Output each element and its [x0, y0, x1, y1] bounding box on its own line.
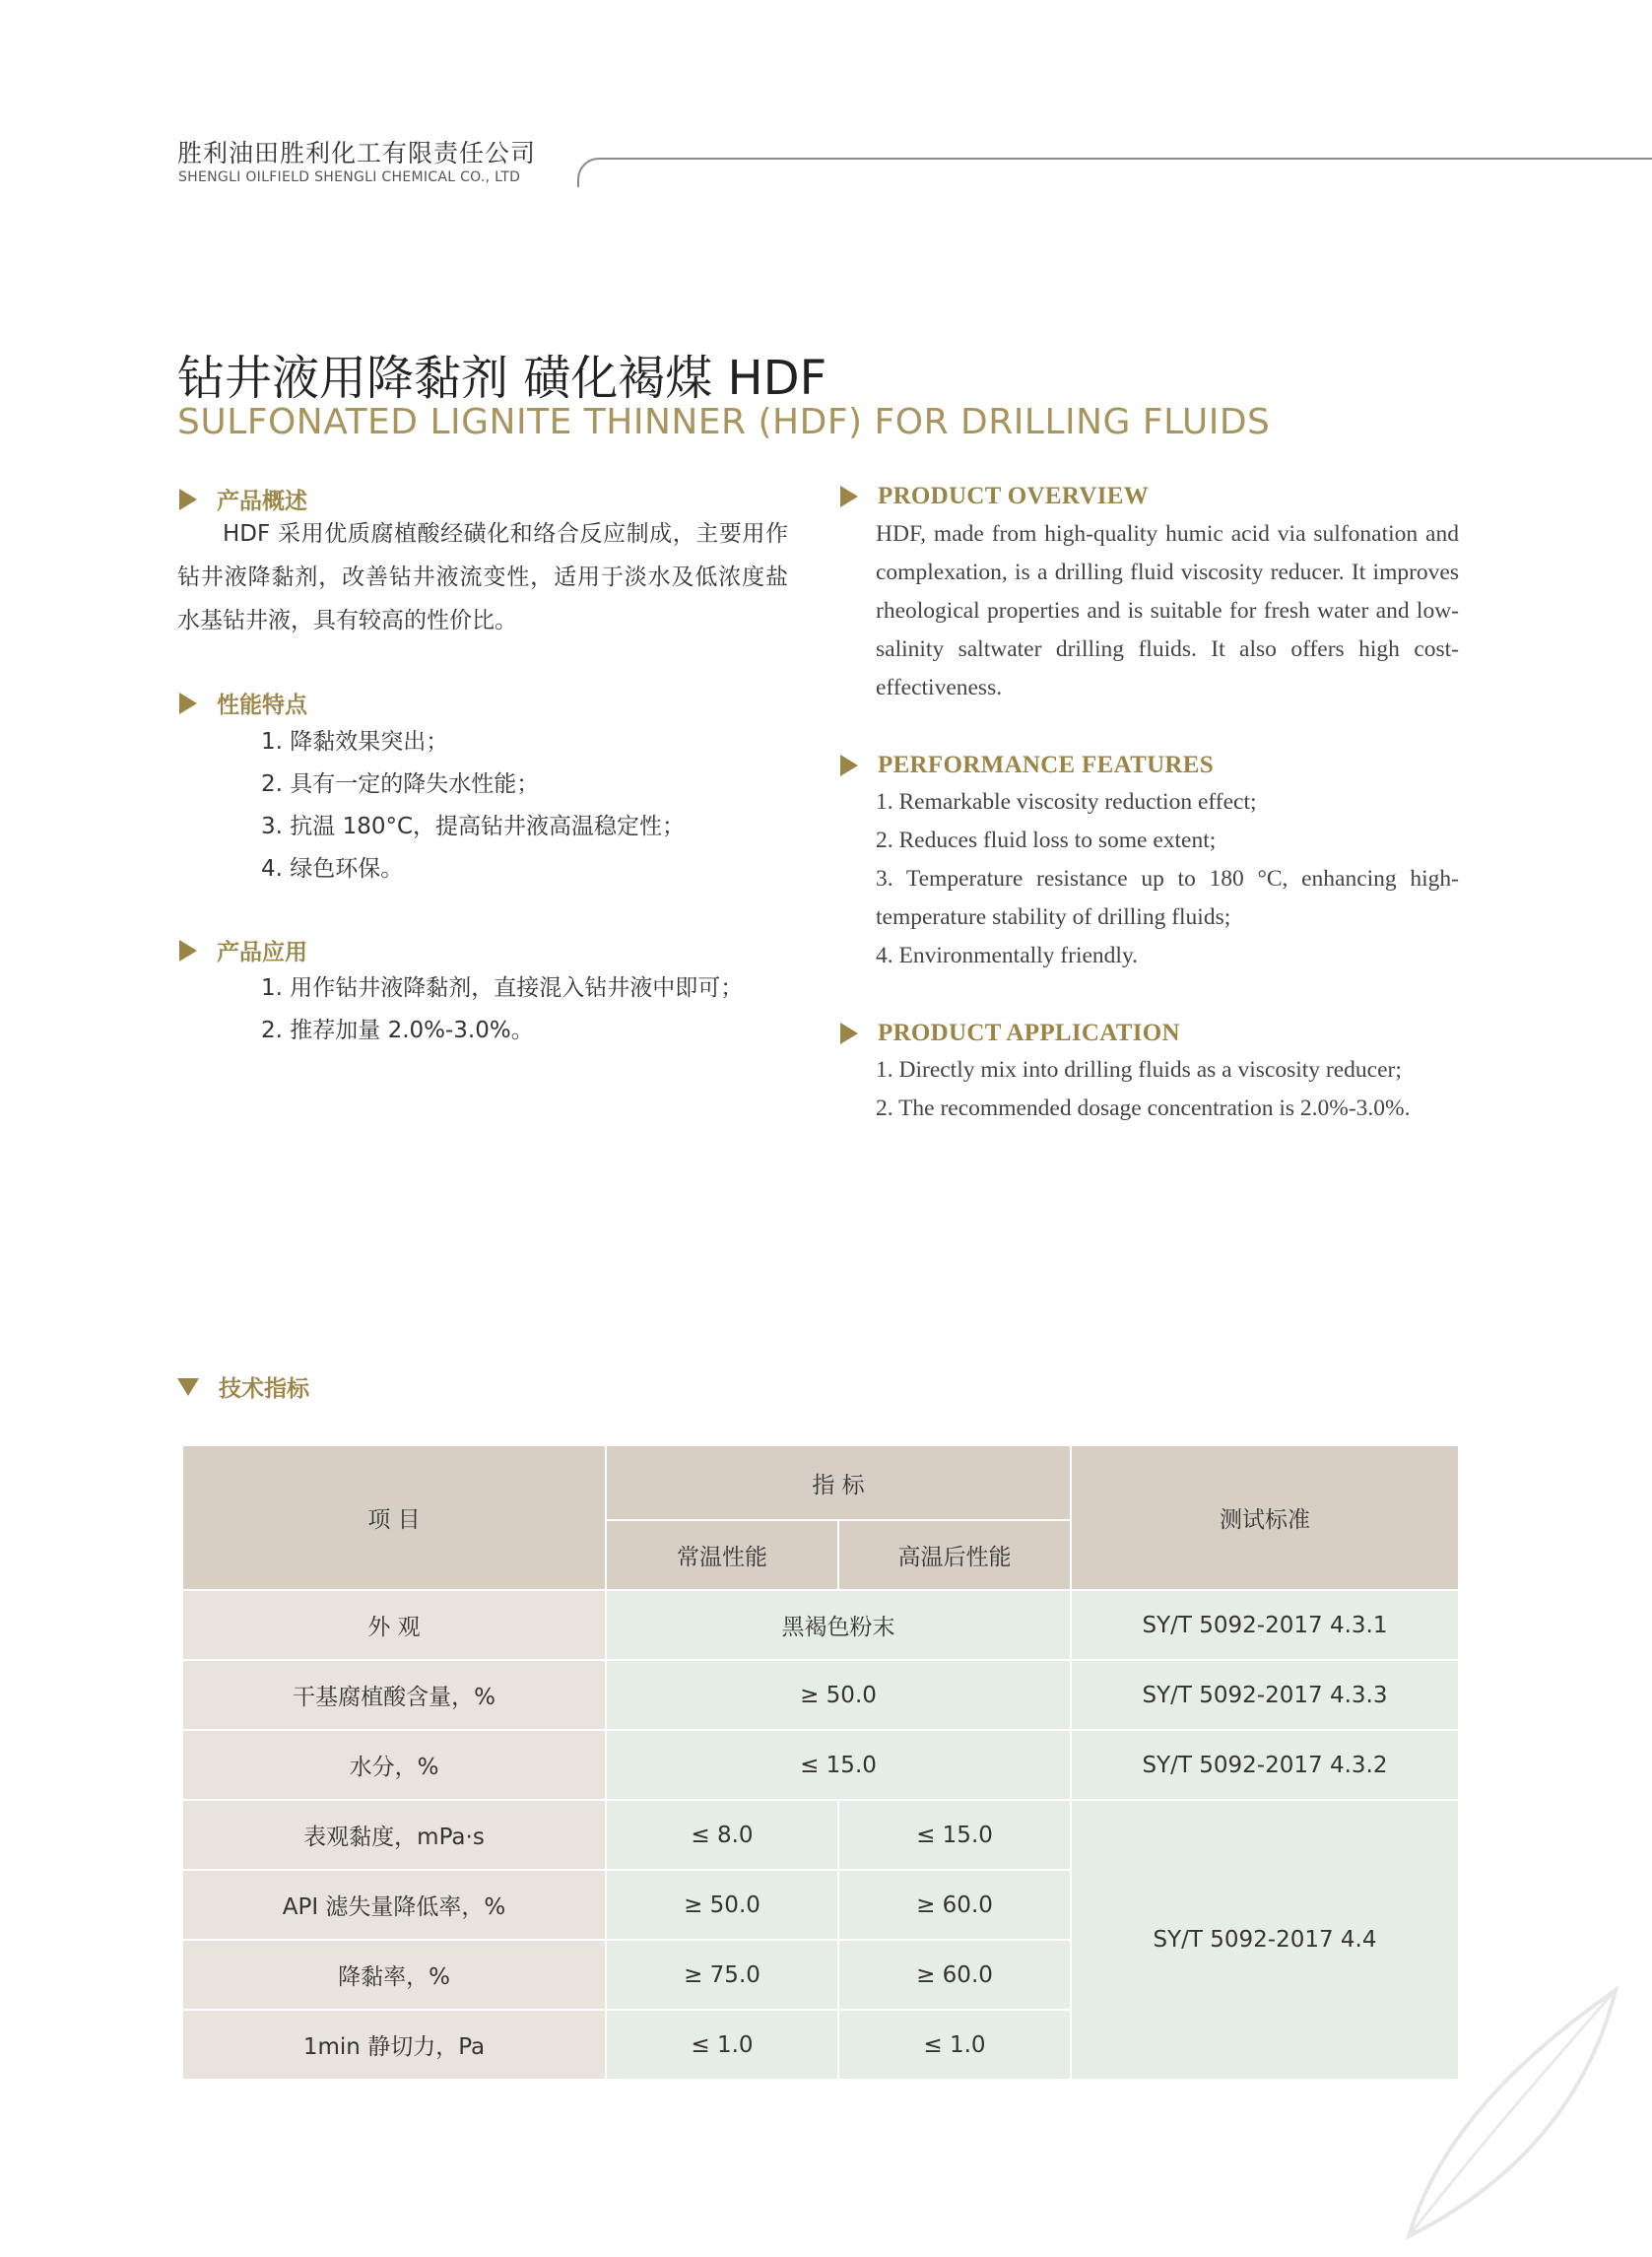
- list-item: 2. Reduces fluid loss to some extent;: [876, 828, 1217, 853]
- triangle-bullet-icon: [840, 1023, 858, 1044]
- section-title: PRODUCT OVERVIEW: [878, 483, 1150, 509]
- section-heading-features-cn: [179, 687, 307, 719]
- row-high-value: ≥ 60.0: [838, 1870, 1071, 1940]
- features-list-cn: [261, 721, 685, 891]
- page-title-cn: 钻井液用降黏剂 磺化褐煤 HDF: [177, 351, 827, 406]
- row-item: 1min 静切力，Pa: [182, 2010, 606, 2080]
- features-list-en: [876, 783, 1459, 975]
- triangle-bullet-icon: [179, 940, 197, 962]
- section-title: 技术指标: [219, 1376, 309, 1402]
- company-name-en: SHENGLI OILFIELD SHENGLI CHEMICAL CO., LTD: [178, 169, 521, 185]
- section-title: PRODUCT APPLICATION: [878, 1020, 1180, 1046]
- list-item: 1. Directly mix into drilling fluids as a viscosity reducer;: [876, 1057, 1402, 1083]
- triangle-bullet-icon: [179, 489, 197, 510]
- list-item: 4. 绿色环保。: [261, 856, 404, 882]
- row-normal-value: ≥ 50.0: [606, 1870, 838, 1940]
- row-item: 外 观: [182, 1590, 606, 1660]
- triangle-bullet-icon: [840, 486, 858, 507]
- row-value: ≤ 15.0: [606, 1730, 1071, 1800]
- row-normal-value: ≥ 75.0: [606, 1940, 838, 2010]
- leaf-watermark-icon: [1379, 1970, 1645, 2256]
- list-item: 2. The recommended dosage concentration is 2.0%-3.0%.: [876, 1095, 1411, 1121]
- list-item: 1. 用作钻井液降黏剂，直接混入钻井液中即可；: [261, 975, 744, 1001]
- row-item: 干基腐植酸含量，%: [182, 1660, 606, 1730]
- section-heading-application-en: [840, 1020, 1180, 1047]
- page-title-en: SULFONATED LIGNITE THINNER (HDF) FOR DRILLING FLUIDS: [177, 402, 1271, 442]
- row-value: 黑褐色粉末: [606, 1590, 1071, 1660]
- list-item: 2. 具有一定的降失水性能；: [261, 771, 540, 797]
- row-normal-value: ≤ 8.0: [606, 1800, 838, 1870]
- section-heading-features-en: [840, 752, 1214, 779]
- header-item: 项 目: [182, 1445, 606, 1590]
- triangle-bullet-icon: [179, 693, 197, 714]
- overview-text-en: HDF, made from high-quality humic acid via sulfonation and complexation, is a drilling fluid viscosity reducer. It improves rheological properties and is suitable for fresh water and low-salinity saltwater drilling fluids. It also offers high cost-effectiveness.: [876, 521, 1459, 700]
- header-standard: 测试标准: [1071, 1445, 1459, 1590]
- section-heading-overview-cn: [179, 483, 307, 515]
- row-standard-shared: SY/T 5092-2017 4.4: [1071, 1800, 1459, 2080]
- header-normal: 常温性能: [606, 1520, 838, 1590]
- row-item: 降黏率，%: [182, 1940, 606, 2010]
- list-item: 3. Temperature resistance up to 180 °C, enhancing high-temperature stability of drilling fluids;: [876, 866, 1459, 930]
- application-list-en: [876, 1051, 1411, 1128]
- list-item: 4. Environmentally friendly.: [876, 943, 1139, 968]
- section-title: 产品应用: [217, 940, 307, 965]
- application-list-cn: [261, 967, 743, 1052]
- table-row: [182, 1660, 1459, 1730]
- row-item: 水分，%: [182, 1730, 606, 1800]
- company-name-cn: 胜利油田胜利化工有限责任公司: [177, 139, 537, 167]
- spec-table: [181, 1444, 1460, 2081]
- list-item: 1. 降黏效果突出；: [261, 729, 449, 755]
- row-normal-value: ≤ 1.0: [606, 2010, 838, 2080]
- row-standard: SY/T 5092-2017 4.3.2: [1071, 1730, 1459, 1800]
- row-high-value: ≤ 15.0: [838, 1800, 1071, 1870]
- section-title: PERFORMANCE FEATURES: [878, 752, 1214, 778]
- list-item: 3. 抗温 180°C，提高钻井液高温稳定性；: [261, 814, 686, 839]
- header-high-temp: 高温后性能: [838, 1520, 1071, 1590]
- row-item: API 滤失量降低率，%: [182, 1870, 606, 1940]
- header-index: 指 标: [606, 1445, 1071, 1520]
- header-divider: [577, 158, 1652, 187]
- list-item: 2. 推荐加量 2.0%-3.0%。: [261, 1018, 534, 1043]
- row-high-value: ≥ 60.0: [838, 1940, 1071, 2010]
- table-row: [182, 1800, 1459, 1870]
- table-row: [182, 1730, 1459, 1800]
- row-high-value: ≤ 1.0: [838, 2010, 1071, 2080]
- section-heading-overview-en: [840, 483, 1149, 510]
- triangle-bullet-icon: [840, 755, 858, 776]
- section-title: 产品概述: [217, 489, 307, 514]
- section-heading-specs: [177, 1370, 309, 1403]
- row-value: ≥ 50.0: [606, 1660, 1071, 1730]
- list-item: 1. Remarkable viscosity reduction effect;: [876, 789, 1257, 815]
- row-standard: SY/T 5092-2017 4.3.1: [1071, 1590, 1459, 1660]
- triangle-down-bullet-icon: [177, 1378, 199, 1396]
- section-title: 性能特点: [217, 693, 307, 718]
- row-item: 表观黏度，mPa·s: [182, 1800, 606, 1870]
- row-standard: SY/T 5092-2017 4.3.3: [1071, 1660, 1459, 1730]
- overview-text-cn: HDF 采用优质腐植酸经磺化和络合反应制成，主要用作钻井液降黏剂，改善钻井液流变性，适用于淡水及低浓度盐水基钻井液，具有较高的性价比。: [177, 521, 788, 633]
- section-heading-application-cn: [179, 934, 307, 966]
- table-row: [182, 1590, 1459, 1660]
